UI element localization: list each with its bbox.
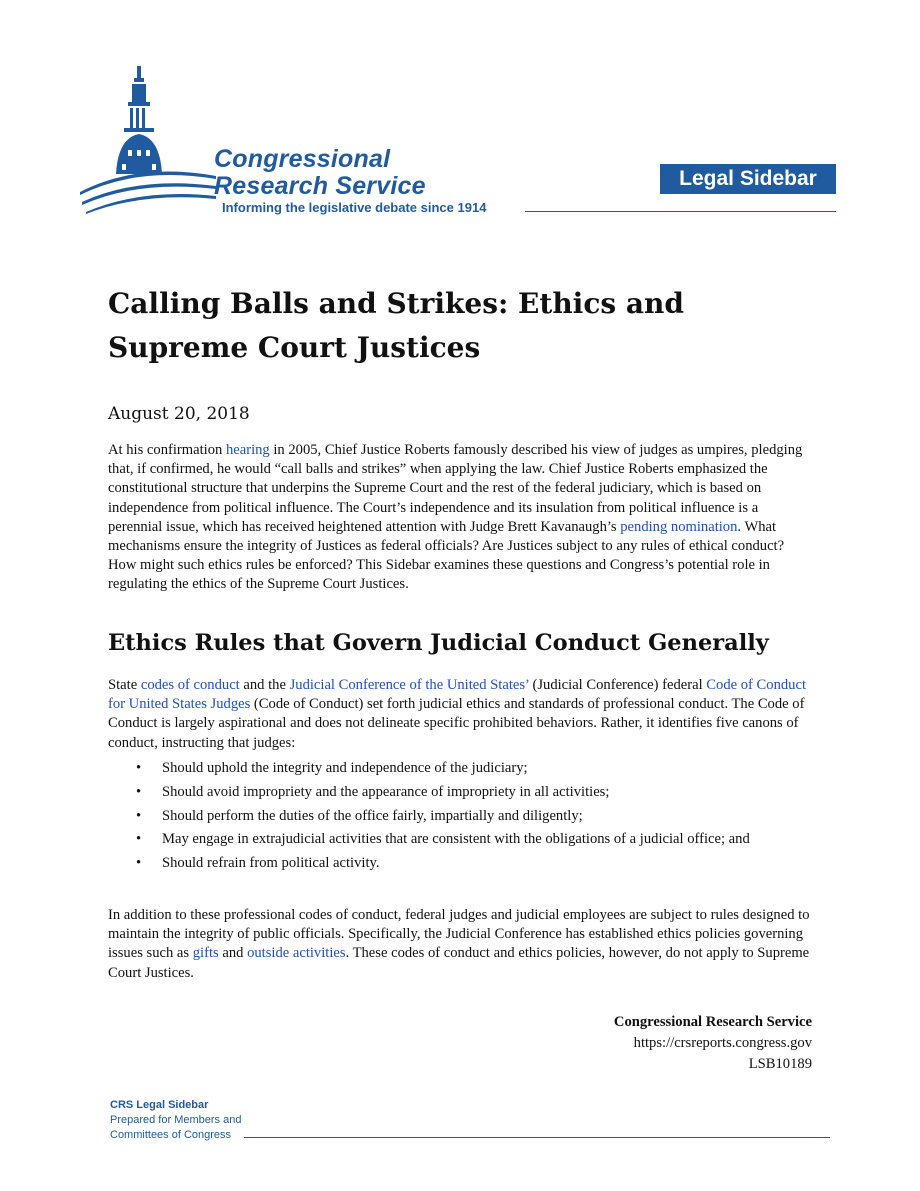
- document-date: August 20, 2018: [108, 404, 250, 424]
- closing-text-1: In addition to these professional codes of conduct, federal judges and judicial employees are subject to rules designed to maintain the integrity of public officials. Specifically, the Judicial Conference has established ethics policies governing issues such as: [108, 907, 810, 962]
- crs-info-url[interactable]: https://crsreports.congress.gov: [633, 1035, 812, 1051]
- legal-sidebar-badge: Legal Sidebar: [660, 164, 836, 194]
- intro-text-3: . What mechanisms ensure the integrity of Justices as federal officials? Are Justices subject to any rules of ethical conduct? How might such ethics rules be enforced? This Sidebar examines these questions and Congress’s potential role in regulating the ethics of the Supreme Court Justices.: [108, 518, 785, 593]
- closing-paragraph: [108, 906, 814, 983]
- section-heading: Ethics Rules that Govern Judicial Conduct Generally: [108, 630, 769, 656]
- pending-nomination-link[interactable]: pending nomination: [620, 518, 738, 535]
- crs-logo: [78, 64, 538, 224]
- header-rule: [525, 211, 836, 212]
- intro-text-1: At his confirmation: [108, 442, 226, 458]
- list-item: • Should perform the duties of the office fairly, impartially and diligently;: [108, 807, 814, 826]
- canons-list: [108, 759, 814, 878]
- footer-label: [110, 1098, 241, 1143]
- section-text-2: and the: [239, 677, 290, 693]
- codes-of-conduct-link[interactable]: codes of conduct: [140, 677, 240, 693]
- footer-line1: CRS Legal Sidebar: [110, 1099, 209, 1111]
- document-title: Calling Balls and Strikes: Ethics and Supreme Court Justices: [108, 287, 684, 364]
- footer-line3: Committees of Congress: [110, 1129, 232, 1141]
- org-tagline: Informing the legislative debate since 1914: [222, 200, 487, 215]
- crs-info-id: LSB10189: [748, 1056, 812, 1072]
- footer-line2: Prepared for Members and: [110, 1114, 242, 1126]
- code-of-conduct-link[interactable]: Code of Conduct for United States Judges: [108, 677, 807, 713]
- list-item: • Should uphold the integrity and independence of the judiciary;: [108, 759, 814, 778]
- capitol-dome-icon: [78, 64, 218, 214]
- crs-info-org: Congressional Research Service: [613, 1014, 812, 1030]
- crs-info-block: [614, 1012, 812, 1075]
- outside-activities-link[interactable]: outside activities: [247, 945, 346, 962]
- gifts-link[interactable]: gifts: [192, 945, 219, 962]
- hearing-link[interactable]: hearing: [225, 442, 270, 458]
- list-item: • Should avoid impropriety and the appearance of impropriety in all activities;: [108, 783, 814, 802]
- intro-paragraph: [108, 441, 814, 595]
- list-item: • Should refrain from political activity.: [108, 854, 814, 873]
- org-name: [214, 146, 426, 200]
- list-item: • May engage in extrajudicial activities that are consistent with the obligations of a judicial office; and: [108, 830, 814, 849]
- judicial-conference-link[interactable]: Judicial Conference of the United States’: [289, 677, 529, 693]
- org-name-line1: Congressional: [214, 145, 391, 173]
- section-text-1: State: [108, 677, 141, 693]
- org-name-line2: Research Service: [214, 172, 426, 200]
- section-paragraph: [108, 676, 814, 753]
- intro-text-2: in 2005, Chief Justice Roberts famously described his view of judges as umpires, pledging that, if confirmed, he would “call balls and strikes” when applying the law. Chief Justice Roberts emphasized the constitutional structure that underpins the Supreme Court and the rest of the federal judiciary, which is based on independence from political influence. The Court’s independence and its insulation from political influence is a perennial issue, which has received heightened attention with Judge Brett Kavanaugh’s: [108, 442, 803, 535]
- footer-rule: [244, 1137, 830, 1138]
- section-text-4: (Code of Conduct) set forth judicial ethics and standards of professional conduct. The Code of Conduct is largely aspirational and does not delineate specific prohibited behaviors. Rather, it identifies five canons of conduct, instructing that judges:: [108, 696, 805, 751]
- closing-text-2: and: [218, 945, 248, 962]
- closing-text-3: . These codes of conduct and ethics policies, however, do not apply to Supreme Court Justices.: [108, 945, 810, 981]
- section-text-3: (Judicial Conference) federal: [528, 677, 707, 693]
